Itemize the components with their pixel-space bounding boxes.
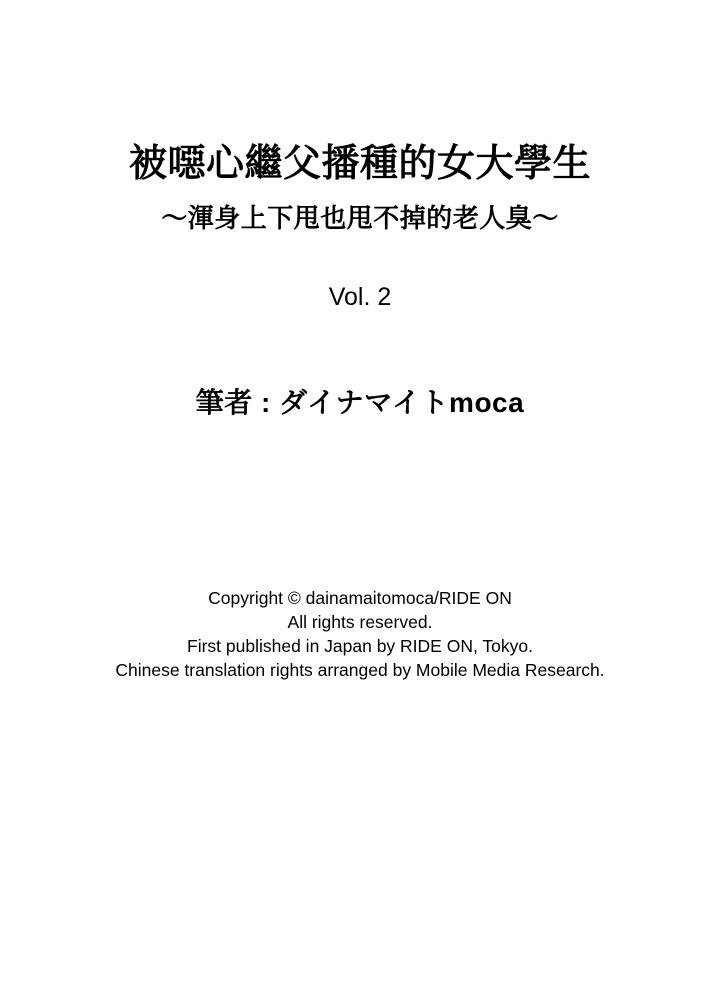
copyright-line-publisher: First published in Japan by RIDE ON, Tokyo.: [187, 636, 533, 656]
book-title: 被噁心繼父播種的女大學生: [128, 143, 591, 185]
copyright-line-translation: Chinese translation rights arranged by Mobile Media Research.: [115, 660, 605, 680]
volume-label: Vol. 2: [328, 283, 392, 311]
author-credit: 筆者 : ダイナマイトmoca: [195, 387, 525, 418]
copyright-line-notice: Copyright © dainamaitomoca/RIDE ON: [208, 588, 512, 608]
copyright-line-rights: All rights reserved.: [287, 612, 433, 632]
book-subtitle: ～渾身上下甩也甩不掉的老人臭～: [161, 203, 559, 233]
copyright-block: [0, 586, 720, 682]
